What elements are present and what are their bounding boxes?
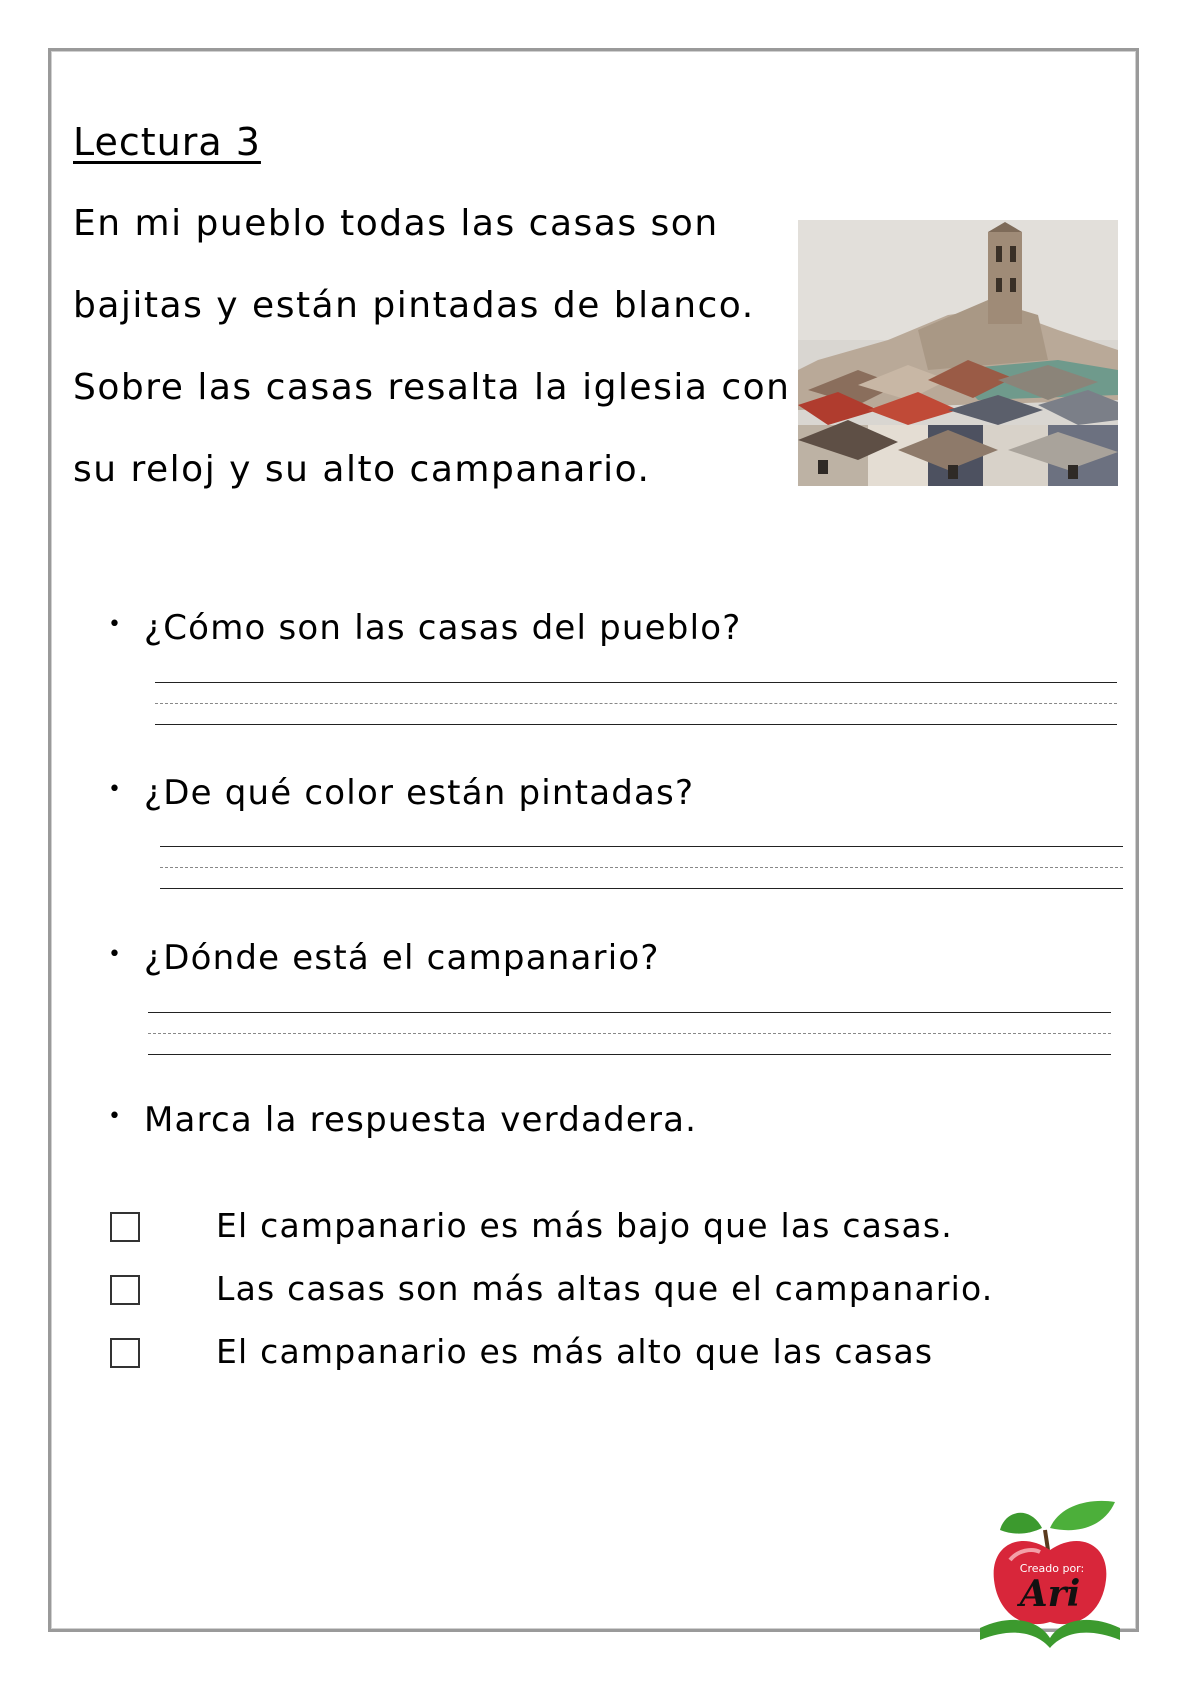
paragraph-line: bajitas y están pintadas de blanco. (73, 285, 755, 326)
question-text: ¿Dónde está el campanario? (144, 938, 660, 978)
apple-book-logo-icon (980, 1490, 1120, 1650)
question-3 (108, 938, 660, 978)
question-1 (108, 608, 741, 648)
question-2 (108, 773, 694, 813)
option-text: El campanario es más bajo que las casas. (216, 1206, 953, 1245)
checkbox[interactable] (110, 1275, 140, 1305)
question-text: Marca la respuesta verdadera. (144, 1100, 698, 1140)
paragraph-line: En mi pueblo todas las casas son (73, 203, 719, 244)
option-text: Las casas son más altas que el campanario. (216, 1269, 994, 1308)
bullet-icon: • (108, 1104, 123, 1129)
logo-line1: Creado por: (1019, 1562, 1085, 1575)
question-text: ¿De qué color están pintadas? (144, 773, 695, 813)
logo-line2: Ari (1019, 1573, 1081, 1615)
reading-paragraph (73, 198, 793, 526)
answer-lines-2[interactable] (160, 846, 1123, 896)
creado-por-ari-logo (980, 1490, 1120, 1650)
village-painting-svg (798, 220, 1118, 486)
answer-lines-3[interactable] (148, 1012, 1111, 1062)
answer-lines-1[interactable] (155, 682, 1117, 732)
question-4 (108, 1100, 697, 1140)
paragraph-line: su reloj y su alto campanario. (73, 449, 651, 490)
checkbox[interactable] (110, 1338, 140, 1368)
option-text: El campanario es más alto que las casas (216, 1332, 934, 1371)
reading-title: Lectura 3 (73, 120, 261, 164)
checkbox[interactable] (110, 1212, 140, 1242)
bullet-icon: • (108, 942, 123, 967)
village-painting-image (798, 220, 1118, 486)
bullet-icon: • (108, 777, 123, 802)
question-text: ¿Cómo son las casas del pueblo? (144, 608, 742, 648)
bullet-icon: • (108, 612, 123, 637)
paragraph-line: Sobre las casas resalta la iglesia con (73, 367, 791, 408)
